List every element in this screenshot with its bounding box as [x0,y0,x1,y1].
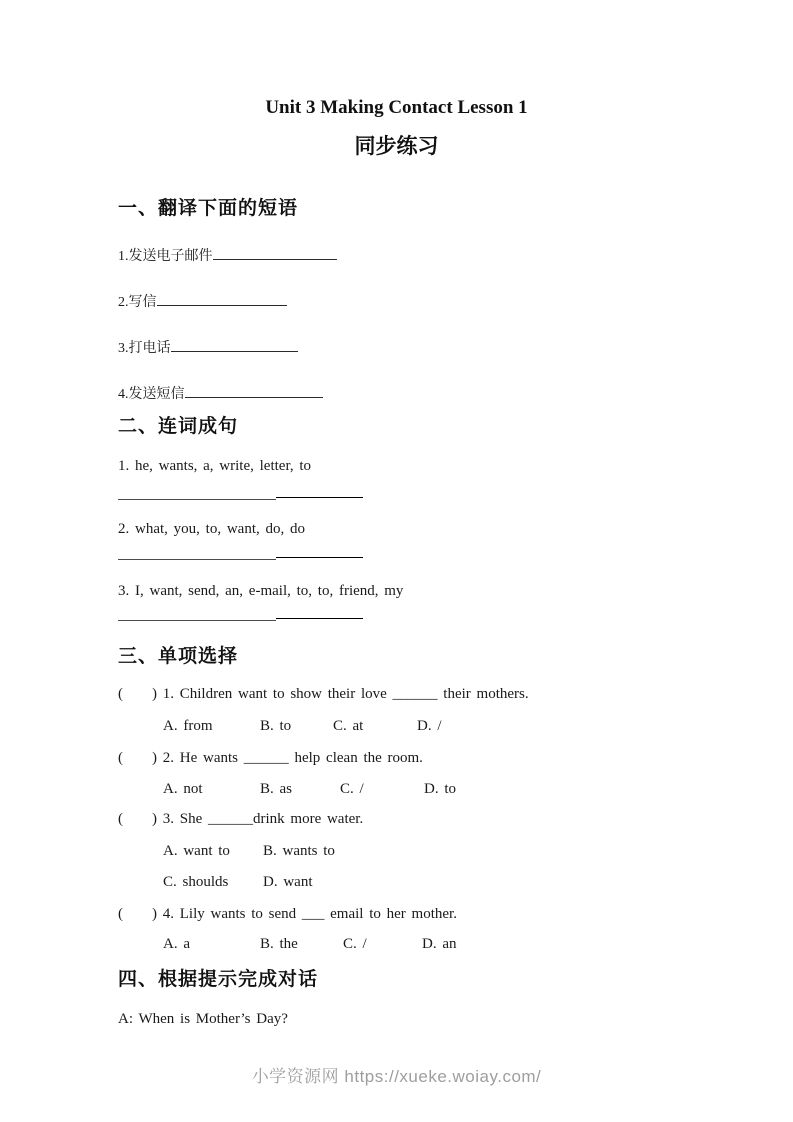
choice-option-b: B. as [260,781,292,797]
option-row [163,934,743,954]
translation-item-label: 2.写信 [118,295,157,310]
question-text: ) 4. Lily wants to send ___ email to her mother. [152,906,457,922]
choice-option-b: B. the [260,936,298,952]
rearrange-prompt: 1. he, wants, a, write, letter, to [118,458,312,474]
answer-bracket: ( [118,811,123,827]
option-row [163,841,743,861]
answer-bracket: ( [118,750,123,766]
choice-option-d: D. want [263,874,313,890]
question-text: ) 3. She ______drink more water. [152,811,364,827]
question-stem [118,904,743,924]
answer-line-segment [276,495,363,498]
section-dialogue-heading: 四、根据提示完成对话 [118,969,319,990]
choice-option-a: A. from [163,718,213,734]
answer-bracket: ( [118,686,123,702]
choice-option-c: C. / [343,936,367,952]
question-stem [118,748,743,768]
answer-blank [157,290,287,306]
translation-item [118,244,743,267]
choice-option-d: D. to [424,781,456,797]
translation-item-label: 3.打电话 [118,341,171,356]
worksheet-header [0,0,793,160]
translation-item-label: 1.发送电子邮件 [118,249,213,264]
translation-item [118,382,743,405]
answer-line [118,557,743,560]
section-choice-heading: 三、单项选择 [118,646,239,667]
choice-option-b: B. wants to [263,843,335,859]
page-title: Unit 3 Making Contact Lesson 1 [265,97,528,118]
choice-option-c: C. shoulds [163,874,229,890]
section-rearrange-heading: 二、连词成句 [118,416,239,437]
answer-blank [185,382,323,398]
answer-line-segment [276,555,363,558]
translation-item [118,336,743,359]
choice-option-b: B. to [260,718,292,734]
answer-line-segment [118,497,276,500]
answer-line [118,497,743,500]
answer-line-segment [118,557,276,560]
dialogue-line-a: A: When is Mother’s Day? [118,1011,288,1027]
answer-blank [213,244,337,260]
answer-line [118,618,743,621]
option-row [163,716,743,736]
question-stem [118,809,743,829]
choice-option-c: C. / [340,781,364,797]
option-row [163,779,743,799]
worksheet-body [0,197,793,1029]
rearrange-prompt: 3. I, want, send, an, e-mail, to, to, friend, my [118,583,404,599]
answer-line-segment [276,616,363,619]
choice-option-a: A. not [163,781,203,797]
choice-option-a: A. a [163,936,190,952]
page-subtitle: 同步练习 [354,135,439,158]
question-stem [118,684,743,704]
answer-bracket: ( [118,906,123,922]
choice-option-a: A. want to [163,843,230,859]
choice-option-d: D. / [417,718,442,734]
answer-blank [171,336,298,352]
footer-watermark: 小学资源网 https://xueke.woiay.com/ [251,1067,542,1086]
choice-option-c: C. at [333,718,364,734]
option-row [163,872,743,892]
section-translation-heading: 一、翻译下面的短语 [118,198,299,219]
answer-line-segment [118,618,276,621]
question-text: ) 1. Children want to show their love ______ their mothers. [152,686,529,702]
choice-option-d: D. an [422,936,457,952]
translation-item-label: 4.发送短信 [118,387,185,402]
rearrange-prompt: 2. what, you, to, want, do, do [118,521,305,537]
question-text: ) 2. He wants ______ help clean the room. [152,750,423,766]
translation-item [118,290,743,313]
